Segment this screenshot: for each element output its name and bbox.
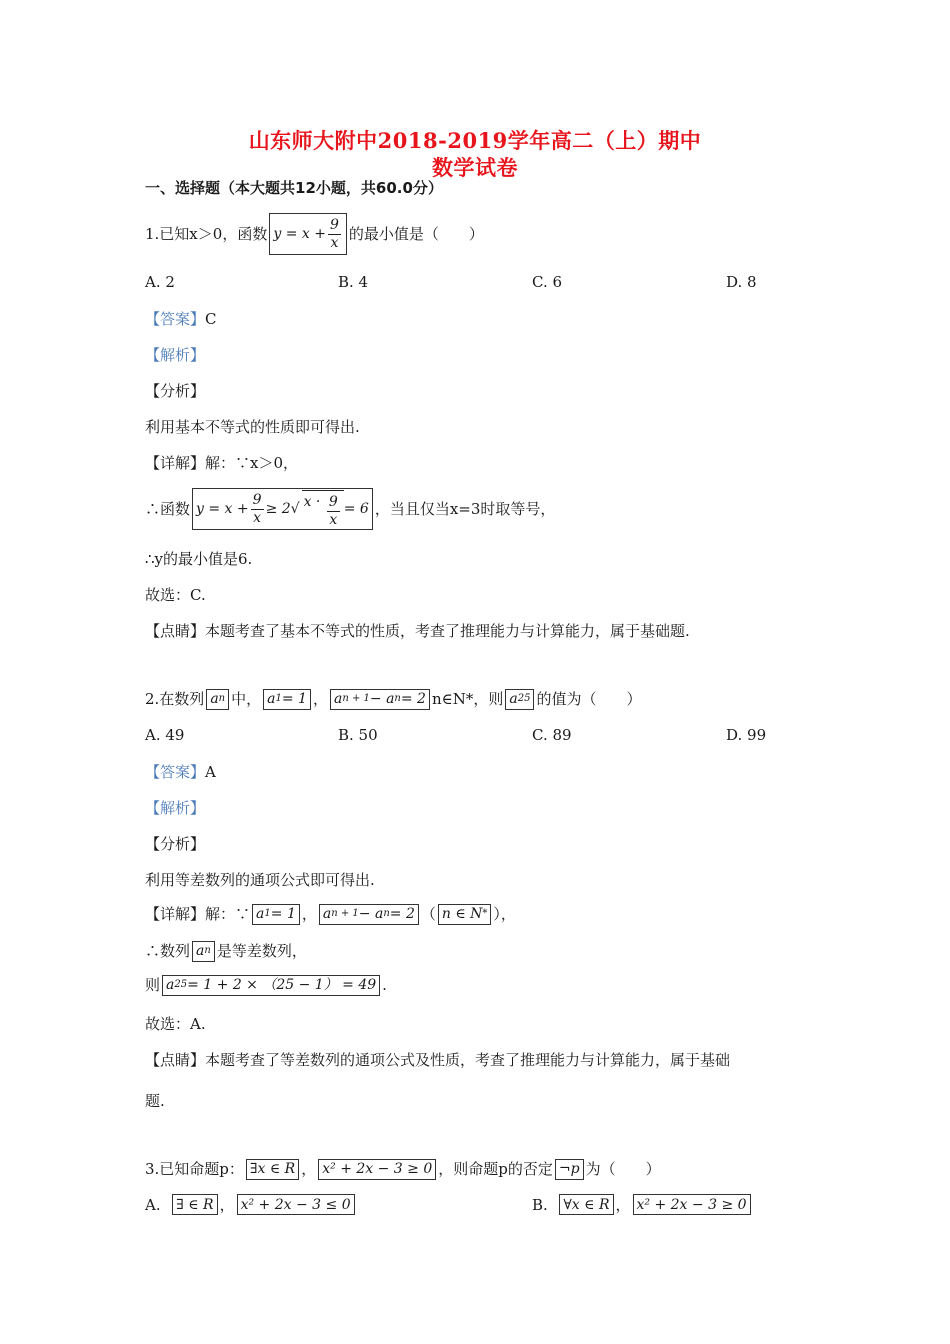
formula-box: a 25 = 1 + 2 × （25 − 1） = 49 [162, 975, 380, 996]
formula-box: y = x + $\frac{9}{x}$ ≥ 2 √ x · $\frac{9}{x}$ = 6 [192, 488, 373, 530]
question-3-stem: 3.已知命题p： ∃x ∈ R ， x² + 2x − 3 ≥ 0 ，则命题p的否定 ¬p 为（ ） [145, 1160, 661, 1178]
q1-detail: 【详解】 解：∵x＞0， [145, 454, 299, 472]
q2-fenxi-text: 利用等差数列的通项公式即可得出. [145, 871, 375, 889]
q1-option-b: B. 4 [338, 273, 369, 291]
q2-option-d: D. 99 [726, 726, 767, 744]
q1-detail-line3: ∴y的最小值是6. [145, 550, 253, 568]
q2-detail-line4: 故选：A. [145, 1015, 206, 1033]
formula-box: y = x + $\frac{9}{x}$ [269, 213, 347, 255]
formula-box: a n + 1 − a n = 2 [319, 904, 419, 925]
q2-option-c: C. 89 [532, 726, 572, 744]
q2-option-b: B. 50 [338, 726, 378, 744]
formula-box: ∃x ∈ R [246, 1159, 299, 1180]
q3-option-a: A. ∃ ∈ R ， x² + 2x − 3 ≤ 0 [145, 1194, 357, 1215]
q3-option-b: B. ∀x ∈ R ， x² + 2x − 3 ≥ 0 [532, 1194, 753, 1215]
formula-box: a 1 = 1 [252, 904, 300, 925]
question-2-stem: 2.在数列 a n 中， a 1 = 1 ， a n + 1 − a n = 2 n∈N*，则 a 25 的值为（ ） [145, 690, 642, 708]
q1-comment: 【点睛】 本题考查了基本不等式的性质，考查了推理能力与计算能力，属于基础题. [145, 622, 690, 640]
formula-box: a 25 [505, 689, 534, 710]
formula-box: ∃ ∈ R [172, 1194, 217, 1215]
exam-title: 山东师大附中2018-2019学年高二（上）期中 [248, 128, 702, 153]
q1-detail-line4: 故选：C. [145, 586, 206, 604]
q2-detail-line3: 则 a 25 = 1 + 2 × （25 − 1） = 49 . [145, 976, 387, 994]
section-heading: 一、选择题（本大题共12小题，共60.0分） [145, 179, 443, 197]
formula-box: a n [206, 689, 229, 710]
formula-box: x² + 2x − 3 ≥ 0 [318, 1159, 436, 1180]
q2-detail-line2: ∴数列 a n 是等差数列， [145, 942, 307, 960]
q2-answer: 【答案】 A [145, 763, 216, 781]
exam-subtitle: 数学试卷 [432, 155, 518, 180]
q1-detail-line2: ∴函数 y = x + $\frac{9}{x}$ ≥ 2 √ x · $\frac{9}{x}$ = 6 ，当且仅当x=3时取等号， [145, 488, 555, 530]
q2-comment-cont: 题. [145, 1092, 165, 1110]
formula-box: a 1 = 1 [263, 689, 311, 710]
formula-box: a n + 1 − a n = 2 [330, 689, 430, 710]
q1-answer: 【答案】 C [145, 310, 217, 328]
sqrt-icon: √ [290, 501, 300, 517]
formula-box: ∀x ∈ R [559, 1194, 613, 1215]
q2-analysis-tag: 【解析】 [145, 799, 206, 817]
q1-analysis-tag: 【解析】 [145, 346, 206, 364]
formula-box: x² + 2x − 3 ≤ 0 [237, 1194, 355, 1215]
q1-fenxi-tag: 【分析】 [145, 382, 206, 400]
q2-comment: 【点睛】 本题考查了等差数列的通项公式及性质，考查了推理能力与计算能力，属于基础 [145, 1051, 731, 1069]
q1-option-d: D. 8 [726, 273, 757, 291]
q2-option-a: A. 49 [145, 726, 185, 744]
formula-box: n ∈ N * [438, 904, 492, 925]
formula-box: ¬p [555, 1159, 584, 1180]
question-1-stem: 1.已知x＞0，函数 y = x + $\frac{9}{x}$ 的最小值是（ ） [145, 213, 484, 255]
q1-fenxi-text: 利用基本不等式的性质即可得出. [145, 418, 360, 436]
q2-fenxi-tag: 【分析】 [145, 835, 206, 853]
q1-option-c: C. 6 [532, 273, 563, 291]
q2-detail: 【详解】 解：∵ a 1 = 1 ， a n + 1 − a n = 2 （ n ∈ N * ）， [145, 905, 516, 923]
formula-box: a n [192, 941, 215, 962]
q1-option-a: A. 2 [145, 273, 175, 291]
formula-box: x² + 2x − 3 ≥ 0 [633, 1194, 751, 1215]
fraction: $\frac{9}{x}$ [329, 216, 339, 251]
